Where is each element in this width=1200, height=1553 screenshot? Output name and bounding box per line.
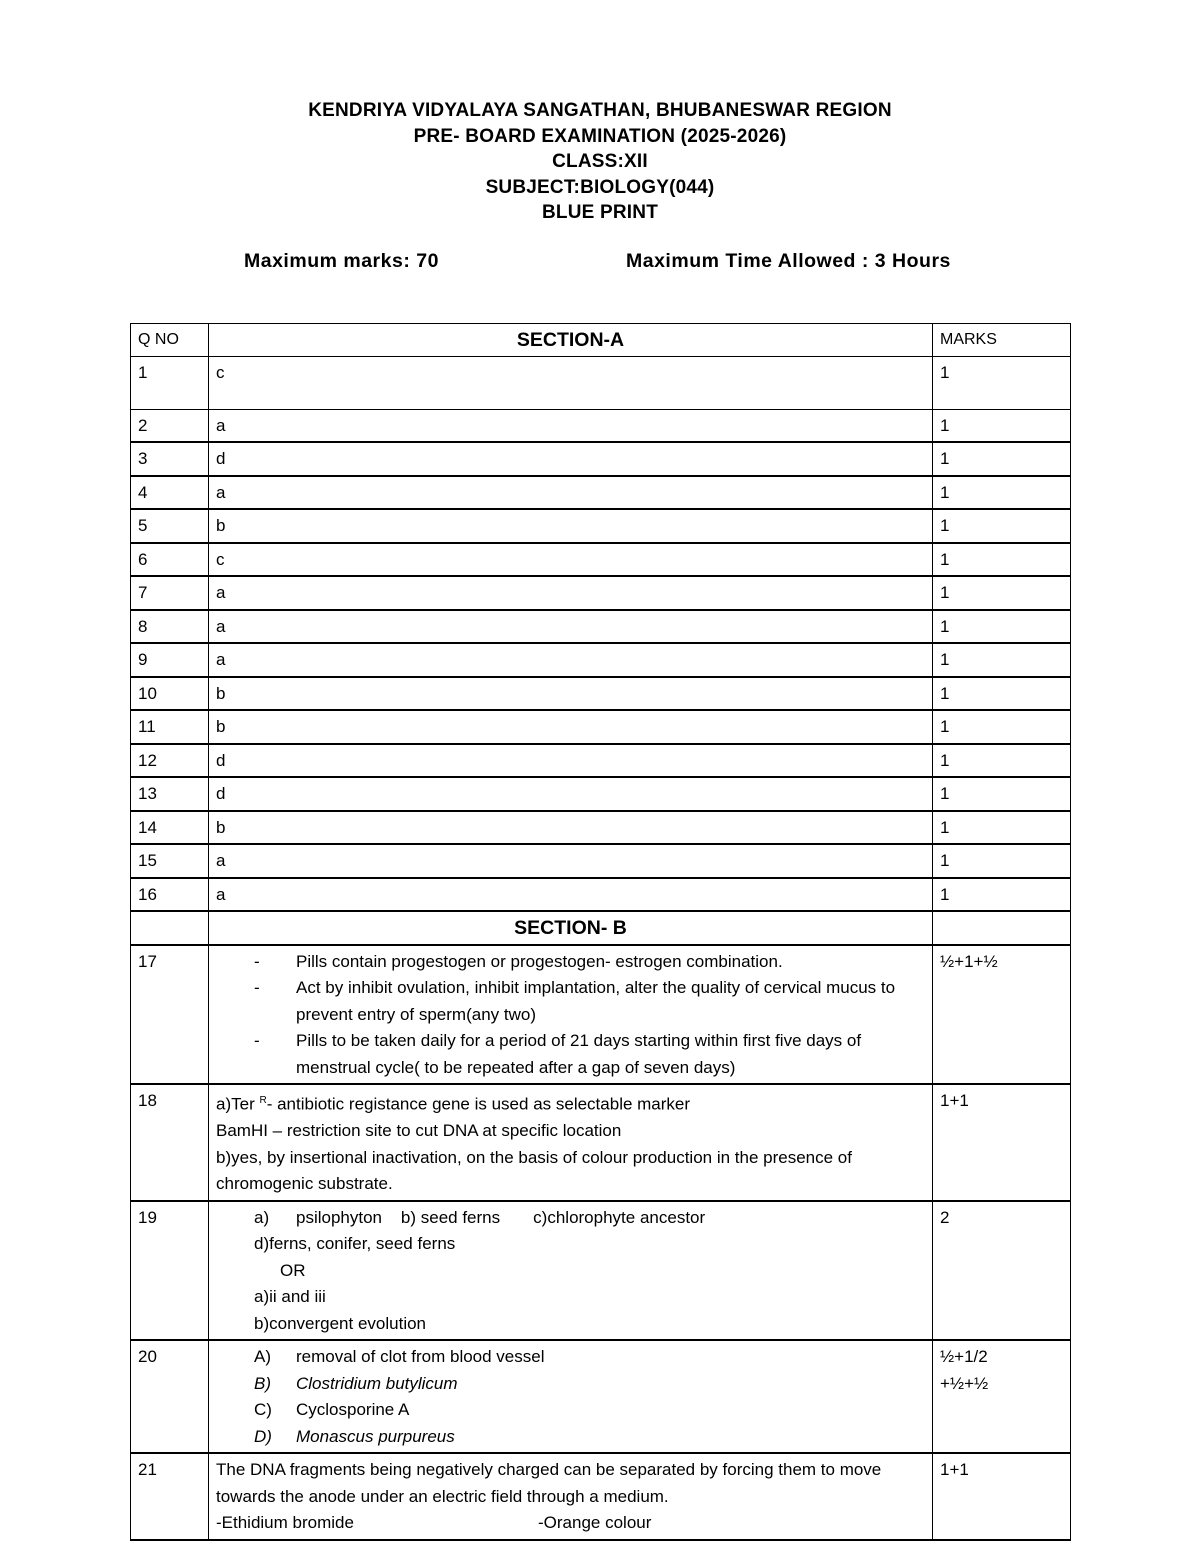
answer-line: b)yes, by insertional inactivation, on the basis of colour production in the presence of chromogenic substrate. xyxy=(216,1147,852,1194)
answer-line: a)Ter $^R$- antibiotic registance gene is used as selectable marker xyxy=(216,1094,691,1114)
marks: 1 xyxy=(933,677,1071,711)
table-row xyxy=(131,1201,1071,1341)
answer xyxy=(209,1453,933,1540)
marks: ½+1/2 +½+½ xyxy=(933,1340,1071,1453)
marks: 1 xyxy=(933,610,1071,644)
marks: 1+1 xyxy=(933,1084,1071,1201)
table-row xyxy=(131,677,1071,711)
table-row xyxy=(131,878,1071,912)
marks: 1 xyxy=(933,409,1071,442)
q-number: 1 xyxy=(131,356,209,409)
marks: 1 xyxy=(933,543,1071,577)
table-row xyxy=(131,543,1071,577)
marks: 1 xyxy=(933,442,1071,476)
header-exam: PRE- BOARD EXAMINATION (2025-2026) xyxy=(413,125,787,147)
answer: c xyxy=(209,543,933,577)
marks: ½+1+½ xyxy=(933,945,1071,1085)
q-number: 18 xyxy=(131,1084,209,1201)
answer: d xyxy=(209,744,933,778)
answer-line: a)ii and iii xyxy=(254,1287,326,1307)
table-row xyxy=(131,945,1071,1085)
q-number: 20 xyxy=(131,1340,209,1453)
header-subject: SUBJECT:BIOLOGY(044) xyxy=(485,176,715,198)
answer: a xyxy=(209,476,933,510)
answer xyxy=(209,1201,933,1341)
header-qno: Q NO xyxy=(131,324,209,357)
answer xyxy=(209,945,933,1085)
answer-option: B) Clostridium butylicum xyxy=(254,1373,458,1393)
answer: b xyxy=(209,811,933,845)
q-number: 2 xyxy=(131,409,209,442)
q-number: 13 xyxy=(131,777,209,811)
marks: 1 xyxy=(933,643,1071,677)
table-row xyxy=(131,610,1071,644)
answer: a xyxy=(209,643,933,677)
marks: 1 xyxy=(933,844,1071,878)
answer-option: A) removal of clot from blood vessel xyxy=(254,1347,545,1367)
q-number: 7 xyxy=(131,576,209,610)
table-row xyxy=(131,744,1071,778)
table-row xyxy=(131,777,1071,811)
table-header-row xyxy=(131,324,1071,357)
answer-line: The DNA fragments being negatively charged can be separated by forcing them to move towards the anode under an electric field through a medium. xyxy=(216,1460,882,1506)
answer: a xyxy=(209,576,933,610)
answer-point: - Pills to be taken daily for a period of 21 days starting within first five days of menstrual cycle( to be repeated after a gap of seven days) xyxy=(254,1028,925,1081)
q-number: 3 xyxy=(131,442,209,476)
answer-point: - Pills contain progestogen or progestogen- estrogen combination. xyxy=(254,949,925,976)
table-row xyxy=(131,442,1071,476)
document-header xyxy=(0,98,1200,226)
q-number: 9 xyxy=(131,643,209,677)
header-doc-type: BLUE PRINT xyxy=(542,202,658,223)
answer: c xyxy=(209,356,933,409)
q-number: 4 xyxy=(131,476,209,510)
marks: 1 xyxy=(933,476,1071,510)
header-marks: MARKS xyxy=(933,324,1071,357)
answer-point: - Act by inhibit ovulation, inhibit implantation, alter the quality of cervical mucus to prevent entry of sperm(any two) xyxy=(254,975,925,1028)
q-number: 10 xyxy=(131,677,209,711)
marks: 1 xyxy=(933,777,1071,811)
table-row xyxy=(131,844,1071,878)
answer-line: BamHI – restriction site to cut DNA at specific location xyxy=(216,1121,622,1141)
maximum-time: Maximum Time Allowed : 3 Hours xyxy=(626,250,951,272)
table-row xyxy=(131,1084,1071,1201)
answer: a xyxy=(209,610,933,644)
header-class: CLASS:XII xyxy=(552,151,648,172)
answer: a xyxy=(209,844,933,878)
q-number: 17 xyxy=(131,945,209,1085)
table-row xyxy=(131,576,1071,610)
table-row xyxy=(131,1340,1071,1453)
or-label: OR xyxy=(280,1260,306,1280)
answer-line: -Ethidium bromide -Orange colour xyxy=(216,1513,652,1533)
q-number: 19 xyxy=(131,1201,209,1341)
answer xyxy=(209,1084,933,1201)
q-number: 11 xyxy=(131,710,209,744)
answer-line: d)ferns, conifer, seed ferns xyxy=(254,1234,456,1254)
section-b-header-row xyxy=(131,911,1071,945)
marks: 1+1 xyxy=(933,1453,1071,1540)
q-number: 5 xyxy=(131,509,209,543)
section-a-title: SECTION-A xyxy=(209,324,933,357)
answer-line: b)convergent evolution xyxy=(254,1313,427,1333)
answer-option: C) Cyclosporine A xyxy=(254,1400,410,1420)
header-organization: KENDRIYA VIDYALAYA SANGATHAN, BHUBANESWAR REGION xyxy=(308,100,892,121)
section-b-title: SECTION- B xyxy=(209,911,933,945)
marks: 1 xyxy=(933,509,1071,543)
table-row xyxy=(131,1453,1071,1540)
q-number: 16 xyxy=(131,878,209,912)
marks: 2 xyxy=(933,1201,1071,1341)
answer: d xyxy=(209,777,933,811)
answer: a xyxy=(209,878,933,912)
answer: b xyxy=(209,677,933,711)
answer: d xyxy=(209,442,933,476)
answer: b xyxy=(209,509,933,543)
answer: a xyxy=(209,409,933,442)
q-number: 6 xyxy=(131,543,209,577)
table-row xyxy=(131,356,1071,409)
maximum-marks: Maximum marks: 70 xyxy=(244,250,439,272)
answer xyxy=(209,1340,933,1453)
q-number: 21 xyxy=(131,1453,209,1540)
answer-table xyxy=(130,323,1071,1541)
marks: 1 xyxy=(933,710,1071,744)
q-number: 8 xyxy=(131,610,209,644)
table-row xyxy=(131,509,1071,543)
marks: 1 xyxy=(933,356,1071,409)
answer: b xyxy=(209,710,933,744)
table-row xyxy=(131,476,1071,510)
marks: 1 xyxy=(933,878,1071,912)
table-row xyxy=(131,409,1071,442)
marks: 1 xyxy=(933,811,1071,845)
answer-line: a) psilophyton b) seed ferns c)chlorophyte ancestor xyxy=(254,1207,706,1227)
marks: 1 xyxy=(933,744,1071,778)
table-row xyxy=(131,710,1071,744)
table-row xyxy=(131,811,1071,845)
table-row xyxy=(131,643,1071,677)
q-number: 14 xyxy=(131,811,209,845)
q-number: 12 xyxy=(131,744,209,778)
marks: 1 xyxy=(933,576,1071,610)
q-number: 15 xyxy=(131,844,209,878)
answer-option: D) Monascus purpureus xyxy=(254,1426,455,1446)
